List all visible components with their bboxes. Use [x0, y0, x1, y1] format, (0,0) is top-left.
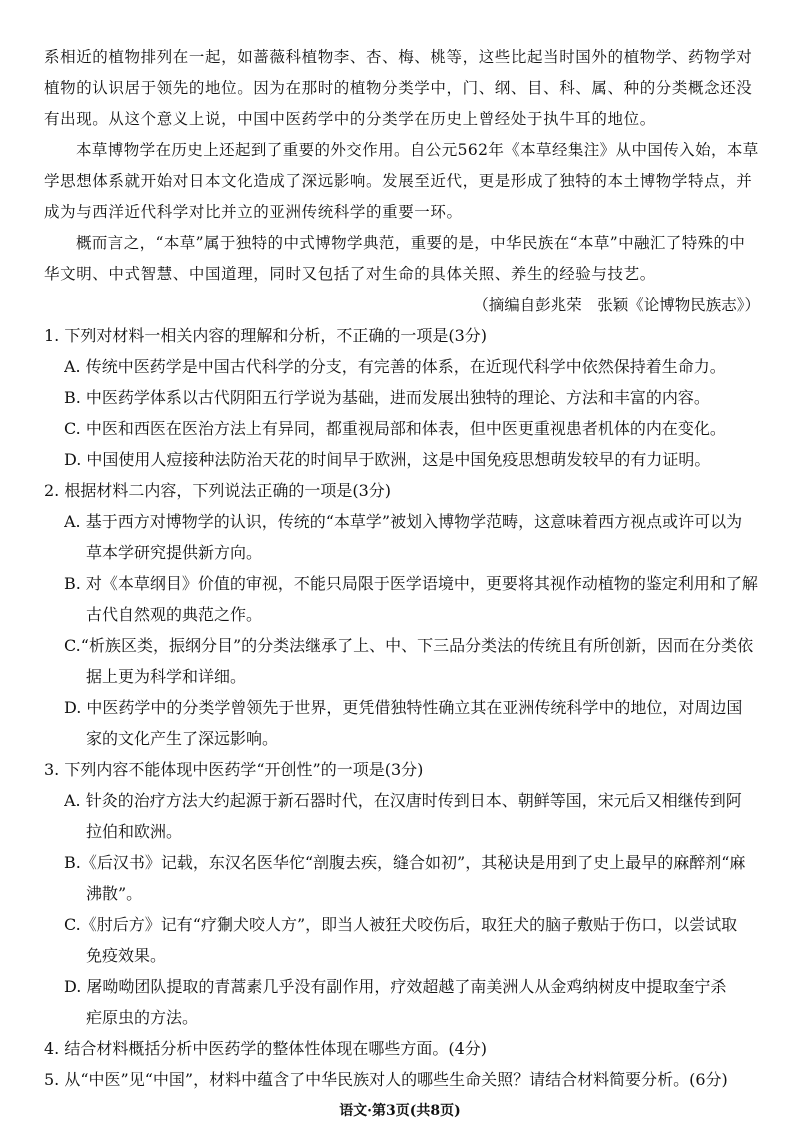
- question-2-option-a-line2: 草本学研究提供新方向。: [86, 543, 263, 562]
- question-2-option-a-line1: A. 基于西方对博物学的认识，传统的“本草学”被划入博物学范畴，这意味着西方视点或许可以为: [64, 512, 743, 531]
- question-3-option-c-line1: C.《肘后方》记有“疗猘犬咬人方”，即当人被狂犬咬伤后，取狂犬的脑子敷贴于伤口，以尝试取: [64, 915, 738, 934]
- question-2-stem: 2. 根据材料二内容，下列说法正确的一项是(3分): [44, 481, 392, 500]
- passage-p3-line1: 概而言之，“本草”属于独特的中式博物学典范，重要的是，中华民族在“本草”中融汇了特殊的中: [76, 234, 746, 252]
- question-3-option-a-line2: 拉伯和欧洲。: [86, 822, 183, 841]
- question-2-option-d-line1: D. 中医药学中的分类学曾领先于世界，更凭借独特性确立其在亚洲传统科学中的地位，对周边国: [64, 698, 743, 717]
- question-4-stem: 4. 结合材料概括分析中医药学的整体性体现在哪些方面。(4分): [44, 1039, 488, 1058]
- question-3-option-b-line2: 沸散”。: [86, 884, 143, 903]
- question-2-option-d-line2: 家的文化产生了深远影响。: [86, 729, 279, 748]
- passage-p2-line2: 学思想体系就开始对日本文化造成了深远影响。发展至近代，更是形成了独特的本土博物学特点，并: [44, 172, 753, 190]
- passage-p3-line2: 华文明、中式智慧、中国道理，同时又包括了对生命的具体关照、养生的经验与技艺。: [44, 265, 656, 283]
- passage-p2-line1: 本草博物学在历史上还起到了重要的外交作用。自公元562年《本草经集注》从中国传入始，本草: [76, 141, 759, 159]
- question-3-stem: 3. 下列内容不能体现中医药学“开创性”的一项是(3分): [44, 760, 424, 779]
- passage-p1-line1: 系相近的植物排列在一起，如蔷薇科植物李、杏、梅、桃等，这些比起当时国外的植物学、药物学对: [44, 48, 753, 66]
- question-5-stem: 5. 从“中医”见“中国”，材料中蕴含了中华民族对人的哪些生命关照？请结合材料简要分析。(6分): [44, 1070, 728, 1089]
- question-2-option-b-line1: B. 对《本草纲目》价值的审视，不能只局限于医学语境中，更要将其视作动植物的鉴定利用和了解: [64, 574, 758, 593]
- question-1-option-c: C. 中医和西医在医治方法上有异同，都重视局部和体表，但中医更重视患者机体的内在变化。: [64, 419, 726, 438]
- question-3-option-d-line1: D. 屠呦呦团队提取的青蒿素几乎没有副作用，疗效超越了南美洲人从金鸡纳树皮中提取奎宁杀: [64, 977, 727, 996]
- question-3-option-a-line1: A. 针灸的治疗方法大约起源于新石器时代，在汉唐时传到日本、朝鲜等国，宋元后又相继传到阿: [64, 791, 742, 810]
- question-1-option-d: D. 中国使用人痘接种法防治天花的时间早于欧洲，这是中国免疫思想萌发较早的有力证明。: [64, 450, 711, 469]
- passage-p2-line3: 成为与西洋近代科学对比并立的亚洲传统科学的重要一环。: [44, 203, 463, 221]
- question-2-option-c-line1: C.“析族区类，振纲分目”的分类法继承了上、中、下三品分类法的传统且有所创新，因而在分类依: [64, 636, 754, 655]
- question-3-option-d-line2: 疟原虫的方法。: [86, 1008, 199, 1027]
- question-3-option-c-line2: 免疫效果。: [86, 946, 167, 965]
- page-footer: 语文·第3页(共8页): [339, 1103, 461, 1119]
- passage-p1-line2: 植物的认识居于领先的地位。因为在那时的植物分类学中，门、纲、目、科、属、种的分类概念还没: [44, 79, 753, 97]
- question-2-option-b-line2: 古代自然观的典范之作。: [86, 605, 263, 624]
- question-3-option-b-line1: B.《后汉书》记载，东汉名医华佗“剖腹去疾，缝合如初”，其秘诀是用到了史上最早的麻醉剂“麻: [64, 853, 746, 872]
- passage-p1-line3: 有出现。从这个意义上说，中国中医药学中的分类学在历史上曾经处于执牛耳的地位。: [44, 110, 656, 128]
- question-1-option-a: A. 传统中医药学是中国古代科学的分支，有完善的体系，在近现代科学中依然保持着生命力。: [64, 357, 726, 376]
- passage-source: （摘编自彭兆荣 张颖《论博物民族志》）: [473, 296, 760, 314]
- question-1-option-b: B. 中医药学体系以古代阴阳五行学说为基础，进而发展出独特的理论、方法和丰富的内容。: [64, 388, 710, 407]
- question-2-option-c-line2: 据上更为科学和详细。: [86, 667, 247, 686]
- question-1-stem: 1. 下列对材料一相关内容的理解和分析，不正确的一项是(3分): [44, 326, 488, 345]
